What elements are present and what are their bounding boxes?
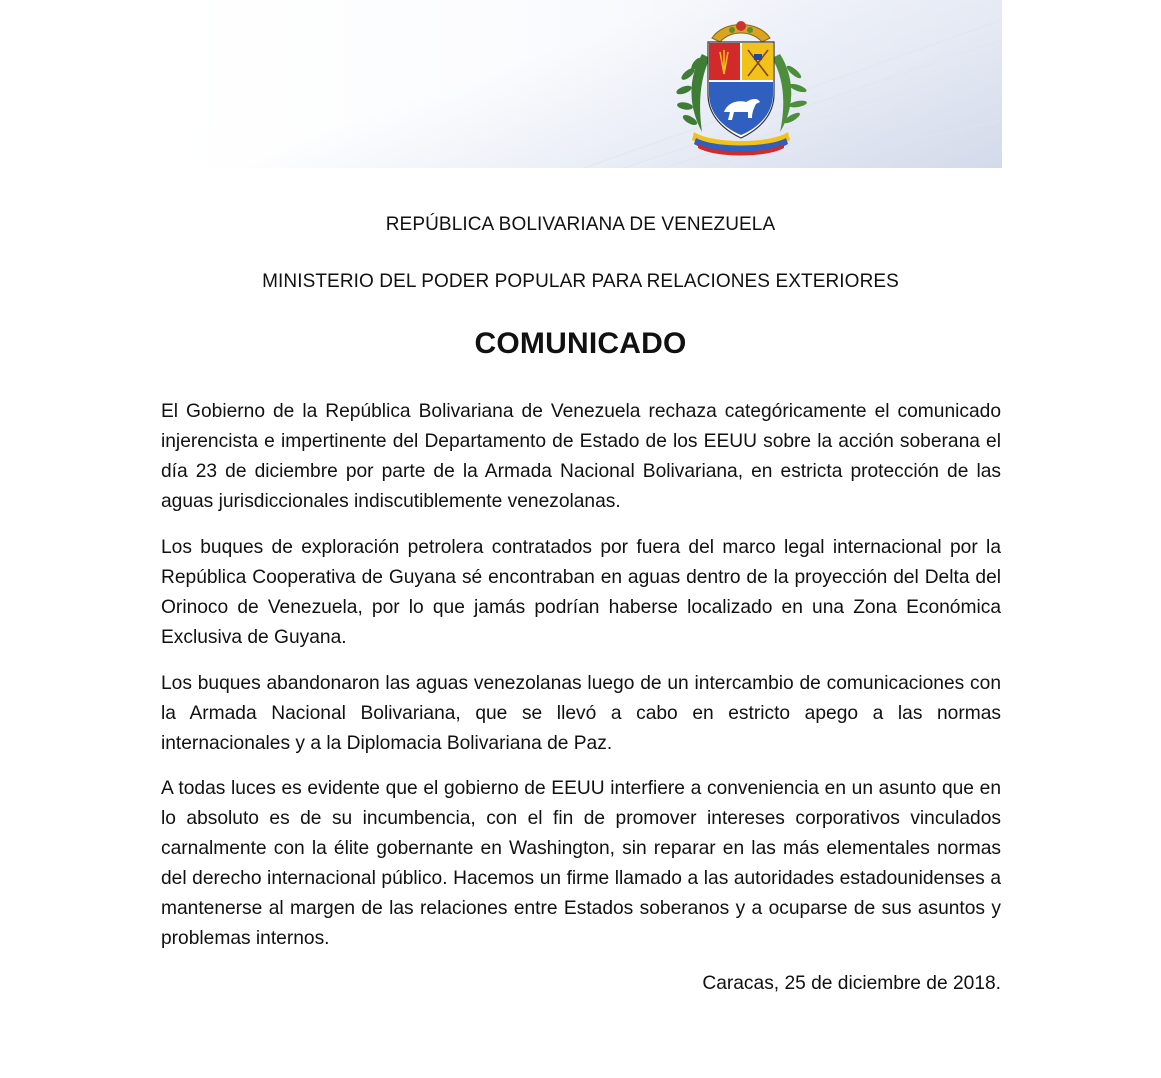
document-title: COMUNICADO (474, 327, 687, 360)
body-paragraph: Los buques abandonaron las aguas venezolanas luego de un intercambio de comunicaciones con la Armada Nacional Bolivariana, que se llevó a cabo en estricto apego a las normas internacionales y a la Diplomacia Bolivariana de Paz. (161, 673, 1001, 754)
body-paragraph: A todas luces es evidente que el gobierno de EEUU interfiere a conveniencia en un asunto que en lo absoluto es de su incumbencia, con el fin de promover intereses corporativos vinculados carnalmente con la élite gobernante en Washington, sin reparar en las más elementales normas del derecho internacional público. Hacemos un firme llamado a las autoridades estadounidenses a mantenerse al margen de las relaciones entre Estados soberanos y a ocuparse de sus asuntos y problemas internos. (161, 778, 1001, 949)
body-paragraph: El Gobierno de la República Bolivariana de Venezuela rechaza categóricamente el comunicado injerencista e impertinente del Departamento de Estado de los EEUU sobre la acción soberana el día 23 de diciembre por parte de la Armada Nacional Bolivariana, en estricta protección de las aguas jurisdiccionales indiscutiblemente venezolanas. (161, 401, 1001, 512)
letterhead-banner (164, 0, 1002, 168)
place-date-signoff: Caracas, 25 de diciembre de 2018. (702, 973, 1001, 994)
body-paragraph: Los buques de exploración petrolera contratados por fuera del marco legal internacional por la República Cooperativa de Guyana sé encontraban en aguas dentro de la proyección del Delta del Orinoco de Venezuela, por lo que jamás podrían haberse localizado en una Zona Económica Exclusiva de Guyana. (161, 537, 1001, 648)
banner-decoration (164, 0, 1002, 168)
coat-of-arms-icon (672, 14, 810, 158)
country-heading: REPÚBLICA BOLIVARIANA DE VENEZUELA (385, 214, 776, 235)
ministry-heading: MINISTERIO DEL PODER POPULAR PARA RELACIONES EXTERIORES (262, 271, 899, 292)
